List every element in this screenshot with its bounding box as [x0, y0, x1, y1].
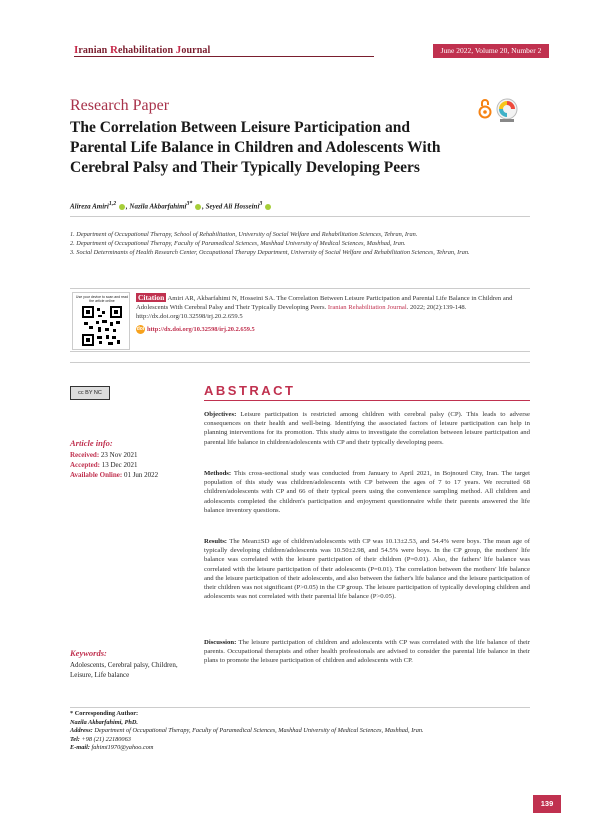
qr-caption: Use your device to scan and read the article online [75, 295, 129, 303]
doi-link[interactable]: http://dx.doi.org/10.32598/irj.20.2.659.5 [147, 325, 255, 333]
doi-icon: doi [136, 326, 145, 332]
accepted-date: 13 Dec 2021 [99, 461, 138, 469]
page-number: 139 [533, 795, 561, 813]
cc-license-badge[interactable]: cc BY NC [70, 386, 110, 400]
citation-text: Citation Amiri AR, Akbarfahimi N, Hosseini SA. The Correlation Between Leisure Participation and Parental Life Balance in Children and Adolescents With Cerebral Palsy and Their Typically Developing Peers. Iranian Rehabilitation Journal. 2022; 20(2):139-148. http://dx.doi.org/10.32598/irj.20.2.659.5 [136, 293, 513, 321]
online-date: 01 Jun 2022 [122, 471, 159, 479]
orcid-icon[interactable] [195, 204, 201, 210]
corr-name: Nazila Akbarfahimi, PhD. [70, 718, 138, 726]
article-title: The Correlation Between Leisure Participation and Parental Life Balance in Children and Adolescents With Cerebral Palsy and Their Typically Developing Peers [70, 119, 441, 176]
abstract-results: Results: The Mean±SD age of children/adolescents with CP was 10.13±2.53, and 54.4% were boys. The mean age of typically developing children/adolescents was 10.50±2.98, and 54.5% were boys. In the CP group, the mothers' life balance was correlated with the leisure participation of their children (P=0.01). Also, the fathers' life balance was correlated with the leisure participation of their adolescents (P=0.01). The correlation between the mothers' life balance and the leisure participation of their adolescents, and also between the father's life balance and the leisure participation of their children was not significant (P>0.05) in the CP group. The leisure participation of typically developing children and adolescents was not correlated with their parental life balance (P>0.05). [204, 538, 530, 601]
issue-info: June 2022, Volume 20, Number 2 [433, 44, 549, 58]
corresponding-author: * Corresponding Author: Nazila Akbarfahimi, PhD. Address: Department of Occupational Therapy, Faculty of Paramedical Sciences, Mashhad University of Medical Sciences, Mashhad, Iran. Tel: +98 (21) 22180063 E-mail: fahimi1970@yahoo.com [70, 710, 424, 751]
keywords-heading: Keywords: [70, 648, 107, 658]
divider [70, 362, 530, 363]
open-access-icon [478, 97, 492, 119]
abstract-discussion: Discussion: The leisure participation of children and adolescents with CP was correlated with the life balance of their parents. Occupational therapists and other health professionals are advised to consider the parental life balance in their plans to promote the leisure participation of children and adolescents with CP. [204, 639, 530, 665]
article-info: Article info: Received: 23 Nov 2021 Accepted: 13 Dec 2021 Available Online: 01 Jun 2022 [70, 438, 159, 479]
author-list: Alireza Amiri$^{1,2}$ , Nazila Akbarfahimi$^{3*}$ , Seyed Ali Hosseini$^3$ [70, 201, 272, 210]
qr-code-icon[interactable] [82, 306, 122, 346]
received-date: 23 Nov 2021 [99, 451, 138, 459]
abstract-objectives: Objectives: Leisure participation is restricted among children with cerebral palsy (CP). This leads to adverse consequences on their health and well-being. Identifying the associated factors of leisure participation can help in planning interventions for its promotion. This study aims to investigate the correlation between leisure participation and parental life balance in children/adolescents with CP and their typically developing peers. [204, 411, 530, 446]
crossmark-icon[interactable] [494, 97, 520, 123]
abstract-divider [204, 400, 530, 401]
affiliations [70, 230, 530, 257]
corr-tel: +98 (21) 22180063 [79, 735, 131, 743]
article-type: Research Paper [70, 97, 170, 114]
author-name: Seyed Ali Hosseini [205, 202, 260, 211]
author-name: Alireza Amiri [70, 202, 109, 211]
qr-code-box [72, 292, 130, 350]
journal-name: Iranian Rehabilitation Journal [74, 44, 211, 56]
journal-link[interactable]: Iranian Rehabilitation Journal [327, 304, 407, 312]
orcid-icon[interactable] [119, 204, 125, 210]
corr-email[interactable]: fahimi1970@yahoo.com [89, 744, 154, 751]
author-name: Nazila Akbarfahimi [129, 202, 187, 211]
article-info-heading: Article info: [70, 438, 113, 448]
divider [70, 707, 530, 708]
affiliation: 3. Social Determinants of Health Research Center, Occupational Therapy Department, University of Social Welfare and Rehabilitation Sciences, Tehran, Iran. [70, 249, 470, 256]
abstract-methods: Methods: This cross-sectional study was conducted from January to April 2021, in Bojnourd City, Iran. The target population of this study was children/adolescents with CP between the ages of 7 to 17 years. We recruited 68 children/adolescents with CP and 66 of their typical peers using the convenience sampling method. All children and adolescents completed the children's participation and enjoyment questionnaire while their parents answered the life balance inventory questions. [204, 470, 530, 514]
orcid-icon[interactable] [265, 204, 271, 210]
corr-heading: * Corresponding Author: [70, 710, 139, 717]
affiliation: 1. Department of Occupational Therapy, School of Rehabilitation, University of Social Welfare and Rehabilitation Sciences, Tehran, Iran. [70, 231, 418, 238]
keywords-list: Adolescents, Cerebral palsy, Children, Leisure, Life balance [70, 661, 178, 679]
header-divider [74, 56, 374, 57]
abstract-heading: ABSTRACT [204, 383, 296, 398]
divider [70, 216, 530, 217]
doi-line [136, 325, 255, 334]
citation-label: Citation [138, 293, 165, 302]
keywords [70, 648, 190, 680]
corr-address: Department of Occupational Therapy, Faculty of Paramedical Sciences, Mashhad University of Medical Sciences, Mashhad, Iran. [92, 727, 424, 734]
affiliation: 2. Department of Occupational Therapy, Faculty of Paramedical Sciences, Mashhad University of Medical Sciences, Mashhad, Iran. [70, 240, 406, 247]
